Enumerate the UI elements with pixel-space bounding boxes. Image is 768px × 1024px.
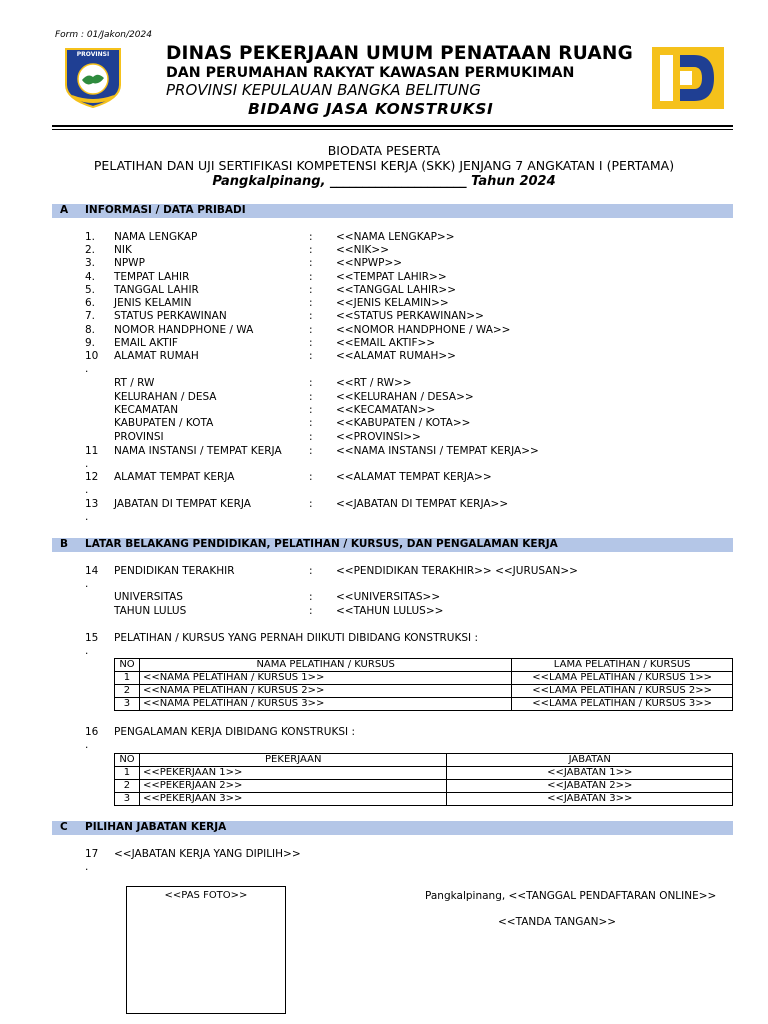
item-number: 7.: [85, 310, 96, 322]
field-colon: :: [309, 605, 313, 617]
field-colon: :: [309, 471, 313, 483]
field-value[interactable]: <<NPWP>>: [336, 257, 403, 269]
field-label: KECAMATAN: [114, 404, 179, 416]
header-line-1: DINAS PEKERJAAN UMUM PENATAAN RUANG: [166, 43, 633, 64]
item-dot: .: [85, 578, 89, 590]
table-header-row: [115, 754, 733, 767]
doc-place-year: Pangkalpinang, _____________________ Tahun 2024: [212, 174, 556, 189]
field-colon: :: [309, 591, 313, 603]
header-rule-thick: [52, 125, 733, 127]
field-label: ALAMAT TEMPAT KERJA: [114, 471, 235, 483]
field-label: NOMOR HANDPHONE / WA: [114, 324, 254, 336]
col-header-position: JABATAN: [447, 754, 733, 767]
field-label: TEMPAT LAHIR: [114, 271, 190, 283]
field-label: PROVINSI: [114, 431, 164, 443]
cell-name[interactable]: <<PEKERJAAN 3>>: [139, 793, 446, 806]
table-header-row: [115, 659, 733, 672]
field-label: NAMA LENGKAP: [114, 231, 198, 243]
item-dot: .: [85, 484, 89, 496]
emblem-label: PROVINSI: [76, 51, 110, 58]
item-number: 2.: [85, 244, 96, 256]
field-value[interactable]: <<PROVINSI>>: [336, 431, 421, 443]
col-header-training-name: NAMA PELATIHAN / KURSUS: [139, 659, 511, 672]
field-value[interactable]: <<TAHUN LULUS>>: [336, 605, 444, 617]
cell-no: 1: [115, 767, 140, 780]
item-dot: .: [85, 458, 89, 470]
field-colon: :: [309, 404, 313, 416]
item-number: 13: [85, 498, 99, 510]
photo-placeholder: <<PAS FOTO>>: [164, 890, 248, 901]
cell-value[interactable]: <<LAMA PELATIHAN / KURSUS 3>>: [512, 698, 733, 711]
item-number: 17: [85, 848, 99, 860]
field-colon: :: [309, 391, 313, 403]
cell-name[interactable]: <<PEKERJAAN 1>>: [139, 767, 446, 780]
item-number: 6.: [85, 297, 96, 309]
field-value[interactable]: <<EMAIL AKTIF>>: [336, 337, 436, 349]
cell-no: 2: [115, 685, 140, 698]
item-dot: .: [85, 645, 89, 657]
field-colon: :: [309, 377, 313, 389]
field-label: EMAIL AKTIF: [114, 337, 178, 349]
cell-no: 3: [115, 793, 140, 806]
item-number: 11: [85, 445, 99, 457]
item-dot: .: [85, 363, 89, 375]
field-colon: :: [309, 337, 313, 349]
field-value[interactable]: <<ALAMAT RUMAH>>: [336, 350, 456, 362]
field-value[interactable]: <<NIK>>: [336, 244, 390, 256]
field-colon: :: [309, 284, 313, 296]
cell-value[interactable]: <<LAMA PELATIHAN / KURSUS 1>>: [512, 672, 733, 685]
item-number: 15: [85, 632, 99, 644]
field-value[interactable]: <<KABUPATEN / KOTA>>: [336, 417, 471, 429]
table-row: [115, 793, 733, 806]
field-label: KELURAHAN / DESA: [114, 391, 217, 403]
item-number: 3.: [85, 257, 96, 269]
cell-name[interactable]: <<PEKERJAAN 2>>: [139, 780, 446, 793]
item-number: 1.: [85, 231, 96, 243]
field-colon: :: [309, 445, 313, 457]
doc-subtitle: PELATIHAN DAN UJI SERTIFIKASI KOMPETENSI KERJA (SKK) JENJANG 7 ANGKATAN I (PERTAMA): [93, 158, 675, 173]
field-label: NAMA INSTANSI / TEMPAT KERJA: [114, 445, 282, 457]
field-label: KABUPATEN / KOTA: [114, 417, 214, 429]
field-value[interactable]: <<ALAMAT TEMPAT KERJA>>: [336, 471, 492, 483]
item-label: PELATIHAN / KURSUS YANG PERNAH DIIKUTI DIBIDANG KONSTRUKSI :: [114, 632, 478, 644]
field-value[interactable]: <<STATUS PERKAWINAN>>: [336, 310, 484, 322]
work-experience-table: [114, 753, 733, 806]
form-number: Form : 01/Jakon/2024: [55, 30, 152, 40]
field-value[interactable]: <<RT / RW>>: [336, 377, 412, 389]
table-row: [115, 685, 733, 698]
province-emblem-logo: [62, 47, 124, 109]
field-label: STATUS PERKAWINAN: [114, 310, 227, 322]
header-line-2: DAN PERUMAHAN RAKYAT KAWASAN PERMUKIMAN: [166, 65, 575, 81]
cell-name[interactable]: <<NAMA PELATIHAN / KURSUS 1>>: [139, 672, 511, 685]
field-colon: :: [309, 297, 313, 309]
section-b-header: [52, 538, 733, 552]
header-line-4: BIDANG JASA KONSTRUKSI: [248, 100, 494, 118]
field-label: ALAMAT RUMAH: [114, 350, 199, 362]
item-number: 16: [85, 726, 99, 738]
item-dot: .: [85, 861, 89, 873]
field-colon: :: [309, 565, 313, 577]
field-value[interactable]: <<NAMA LENGKAP>>: [336, 231, 455, 243]
cell-no: 1: [115, 672, 140, 685]
table-row: [115, 767, 733, 780]
col-header-job: PEKERJAAN: [139, 754, 446, 767]
signature-placeholder: <<TANDA TANGAN>>: [498, 916, 617, 928]
table-row: [115, 672, 733, 685]
field-colon: :: [309, 244, 313, 256]
header-line-3: PROVINSI KEPULAUAN BANGKA BELITUNG: [166, 81, 481, 99]
item-number: 12: [85, 471, 99, 483]
field-value[interactable]: <<KELURAHAN / DESA>>: [336, 391, 474, 403]
cell-no: 2: [115, 780, 140, 793]
field-label: TANGGAL LAHIR: [114, 284, 199, 296]
cell-no: 3: [115, 698, 140, 711]
field-label: JABATAN DI TEMPAT KERJA: [114, 498, 251, 510]
field-label: NPWP: [114, 257, 145, 269]
item-number: 10: [85, 350, 99, 362]
field-colon: :: [309, 271, 313, 283]
field-label: NIK: [114, 244, 132, 256]
field-colon: :: [309, 417, 313, 429]
table-row: [115, 780, 733, 793]
field-colon: :: [309, 324, 313, 336]
section-c-header: [52, 821, 733, 835]
item-dot: .: [85, 739, 89, 751]
field-value[interactable]: <<NAMA INSTANSI / TEMPAT KERJA>>: [336, 445, 539, 457]
cell-name[interactable]: <<NAMA PELATIHAN / KURSUS 3>>: [139, 698, 511, 711]
header-rule-thin: [52, 129, 733, 130]
item-value: <<JABATAN KERJA YANG DIPILIH>>: [114, 848, 301, 860]
cell-value[interactable]: <<JABATAN 3>>: [447, 793, 733, 806]
field-value[interactable]: <<JABATAN DI TEMPAT KERJA>>: [336, 498, 509, 510]
section-letter: B: [60, 538, 69, 550]
field-label: TAHUN LULUS: [114, 605, 187, 617]
item-number: 5.: [85, 284, 96, 296]
item-dot: .: [85, 511, 89, 523]
field-value[interactable]: <<TANGGAL LAHIR>>: [336, 284, 457, 296]
section-title: LATAR BELAKANG PENDIDIKAN, PELATIHAN / KURSUS, DAN PENGALAMAN KERJA: [85, 538, 558, 550]
field-colon: :: [309, 431, 313, 443]
section-letter: A: [60, 204, 69, 216]
cell-value[interactable]: <<JABATAN 1>>: [447, 767, 733, 780]
field-value[interactable]: <<NOMOR HANDPHONE / WA>>: [336, 324, 511, 336]
cell-value[interactable]: <<LAMA PELATIHAN / KURSUS 2>>: [512, 685, 733, 698]
item-number: 9.: [85, 337, 96, 349]
cell-name[interactable]: <<NAMA PELATIHAN / KURSUS 2>>: [139, 685, 511, 698]
doc-title: BIODATA PESERTA: [327, 143, 441, 158]
pu-logo: [652, 47, 724, 109]
col-header-no: NO: [115, 659, 140, 672]
field-label: RT / RW: [114, 377, 155, 389]
field-colon: :: [309, 498, 313, 510]
item-number: 14: [85, 565, 99, 577]
training-table: [114, 658, 733, 711]
field-label: JENIS KELAMIN: [114, 297, 192, 309]
field-colon: :: [309, 257, 313, 269]
item-label: PENGALAMAN KERJA DIBIDANG KONSTRUKSI :: [114, 726, 356, 738]
col-header-no: NO: [115, 754, 140, 767]
item-number: 8.: [85, 324, 96, 336]
field-colon: :: [309, 310, 313, 322]
table-row: [115, 698, 733, 711]
cell-value[interactable]: <<JABATAN 2>>: [447, 780, 733, 793]
field-value[interactable]: <<PENDIDIKAN TERAKHIR>> <<JURUSAN>>: [336, 565, 578, 577]
field-colon: :: [309, 350, 313, 362]
col-header-training-duration: LAMA PELATIHAN / KURSUS: [512, 659, 733, 672]
item-number: 4.: [85, 271, 96, 283]
signature-place-date: Pangkalpinang, <<TANGGAL PENDAFTARAN ONLINE>>: [425, 890, 717, 902]
photo-box[interactable]: [126, 886, 286, 1014]
section-title: INFORMASI / DATA PRIBADI: [85, 204, 246, 216]
field-label: PENDIDIKAN TERAKHIR: [114, 565, 235, 577]
section-title: PILIHAN JABATAN KERJA: [85, 821, 227, 833]
field-label: UNIVERSITAS: [114, 591, 183, 603]
field-value[interactable]: <<TEMPAT LAHIR>>: [336, 271, 447, 283]
field-value[interactable]: <<UNIVERSITAS>>: [336, 591, 441, 603]
field-colon: :: [309, 231, 313, 243]
section-letter: C: [60, 821, 68, 833]
field-value[interactable]: <<KECAMATAN>>: [336, 404, 436, 416]
section-a-header: [52, 204, 733, 218]
field-value[interactable]: <<JENIS KELAMIN>>: [336, 297, 449, 309]
